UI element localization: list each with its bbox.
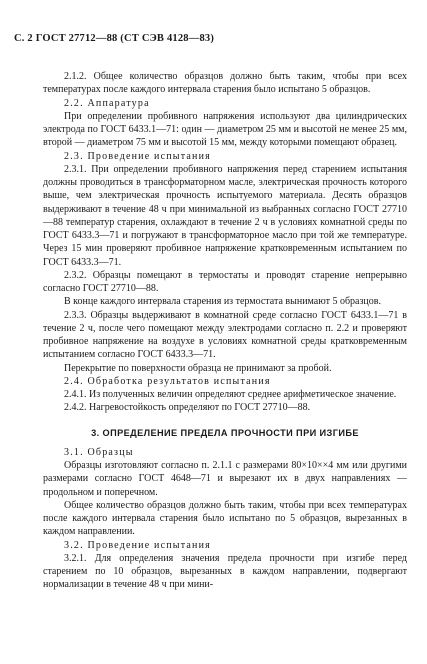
paragraph-3-2-1: 3.2.1. Для определения значения предела прочности при изгибе перед старением по 10 образцов, вырезанных в каждом направлении, подвергают нормализации в течение 48 ч при мини-: [43, 552, 407, 591]
paragraph-2-2-text: При определении пробивного напряжения используют два цилиндрических электрода по ГОСТ 6433.1—71: один — диаметром 25 мм и высотой не менее 25 мм, второй — диаметром 75 мм и высотой 15 мм, между которыми помещают образец.: [43, 110, 407, 149]
paragraph-2-3-1: 2.3.1. При определении пробивного напряжения перед старением испытания должны проводиться в трансформаторном масле, электрическая прочность которого выше, чем электрическая прочность испытуемого материала. Десять образцов выдерживают в течение 48 ч при минимальной из выбранных согласно ГОСТ 27710—88 температур старения, охлаждают в течение 2 ч в условиях комнатной среды по ГОСТ 6433.3—71 и погружают в трансформаторное масло при той же температуре. Через 15 мин проверяют пробивное напряжение кратковременным испытанием по ГОСТ 6433.3—71.: [43, 163, 407, 268]
paragraph-2-4-2: 2.4.2. Нагревостойкость определяют по ГОСТ 27710—88.: [64, 402, 311, 414]
page-header: С. 2 ГОСТ 27712—88 (СТ СЭВ 4128—83): [14, 33, 215, 44]
heading-3-1: 3.1. Образцы: [64, 446, 134, 458]
heading-2-4: 2.4. Обработка результатов испытания: [64, 375, 271, 387]
heading-2-2: 2.2. Аппаратура: [64, 97, 150, 109]
paragraph-2-3-2: 2.3.2. Образцы помещают в термостаты и проводят старение непрерывно согласно ГОСТ 27710—88.: [43, 269, 407, 294]
paragraph-3-1-count: Общее количество образцов должно быть таким, чтобы при всех температурах после каждого интервала старения было испытано по 5 образцов, вырезанных в каждом направлении.: [43, 499, 407, 538]
document-body: [43, 70, 407, 592]
paragraph-3-1-text: Образцы изготовляют согласно п. 2.1.1 с размерами 80×10××4 мм или другими размерами согласно ГОСТ 4648—71 и вырезают их в двух направлениях — продольном и поперечном.: [43, 460, 407, 498]
section-3-title: 3. ОПРЕДЕЛЕНИЕ ПРЕДЕЛА ПРОЧНОСТИ ПРИ ИЗГИБЕ: [91, 427, 359, 438]
paragraph-flashover: Перекрытие по поверхности образца не принимают за пробой.: [64, 362, 332, 374]
paragraph-interval-end: В конце каждого интервала старения из термостата вынимают 5 образцов.: [64, 296, 382, 308]
paragraph-2-1-2: 2.1.2. Общее количество образцов должно быть таким, чтобы при всех температурах после каждого интервала старения было испытано 5 образцов.: [43, 71, 407, 96]
paragraph-2-4-1: 2.4.1. Из полученных величин определяют среднее арифметическое значение.: [64, 389, 397, 400]
heading-2-3: 2.3. Проведение испытания: [64, 150, 211, 162]
heading-3-2: 3.2. Проведение испытания: [64, 539, 211, 551]
paragraph-2-3-3: 2.3.3. Образцы выдерживают в комнатной среде согласно ГОСТ 6433.1—71 в течение 2 ч, после чего помещают между электродами согласно п. 2.2 и проверяют пробивное напряжение на воздухе в условиях комнатной среды кратковременным испытанием согласно ГОСТ 6433.3—71.: [43, 309, 407, 361]
